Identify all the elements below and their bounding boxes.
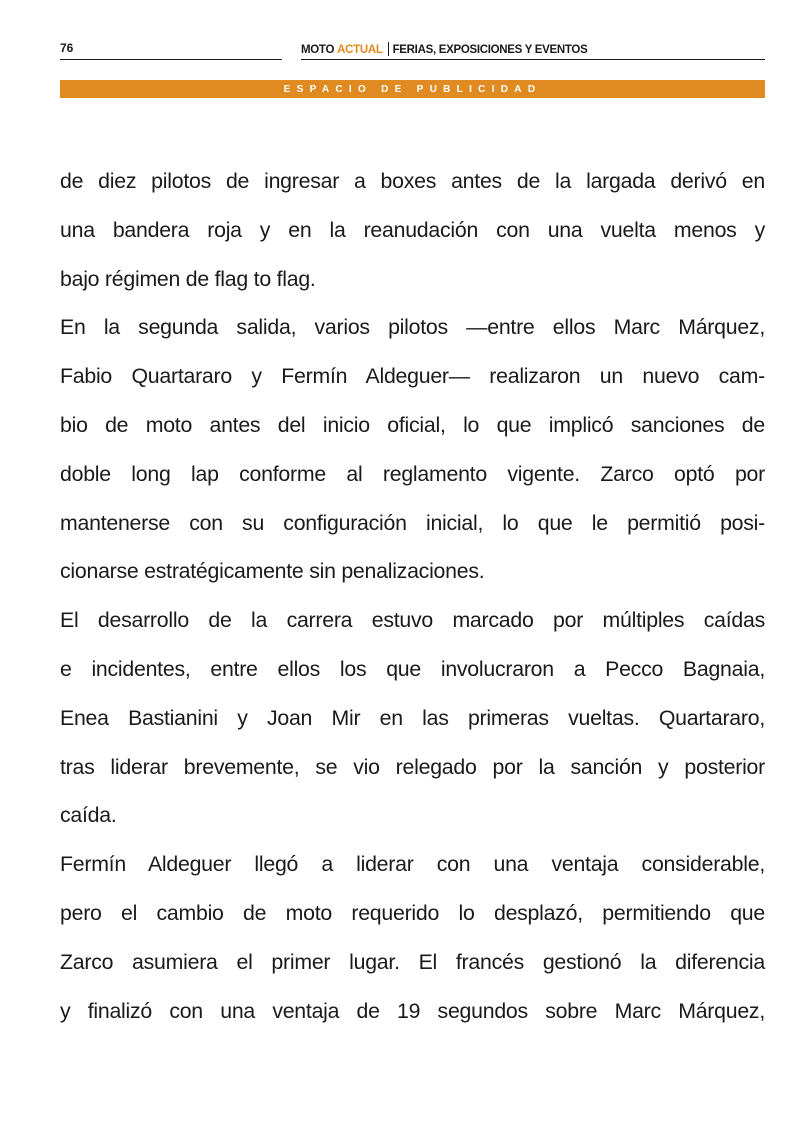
text-line: bajo régimen de flag to flag. bbox=[60, 266, 316, 291]
running-head bbox=[301, 43, 587, 57]
text-line: Enea Bastianini y Joan Mir en las primeras vueltas. Quartararo, bbox=[60, 705, 765, 730]
header-rule-right bbox=[301, 59, 765, 60]
header-separator bbox=[388, 42, 389, 56]
text-line: una bandera roja y en la reanudación con una vuelta menos y bbox=[60, 217, 765, 242]
text-line: de diez pilotos de ingresar a boxes antes de la largada derivó en bbox=[60, 169, 765, 193]
text-line: En la segunda salida, varios pilotos —entre ellos Marc Márquez, bbox=[60, 315, 765, 340]
text-line: Fermín Aldeguer llegó a liderar con una ventaja considerable, bbox=[60, 852, 765, 877]
advertising-banner bbox=[60, 80, 765, 98]
text-line: y finalizó con una ventaja de 19 segundos sobre Marc Márquez, bbox=[60, 998, 765, 1023]
text-line: cionarse estratégicamente sin penalizaciones. bbox=[60, 559, 485, 584]
text-line: tras liderar brevemente, se vio relegado por la sanción y posterior bbox=[60, 754, 765, 779]
article-body bbox=[60, 157, 765, 1035]
magazine-name-actual: ACTUAL bbox=[337, 44, 383, 56]
text-line: bio de moto antes del inicio oficial, lo que implicó sanciones de bbox=[60, 412, 765, 437]
section-title: FERIAS, EXPOSICIONES Y EVENTOS bbox=[392, 44, 588, 56]
page-number: 76 bbox=[60, 41, 74, 55]
header-rule-left bbox=[60, 59, 282, 60]
text-line: caída. bbox=[60, 803, 117, 828]
text-line: doble long lap conforme al reglamento vigente. Zarco optó por bbox=[60, 461, 765, 486]
text-line: mantenerse con su configuración inicial, lo que le permitió posi- bbox=[60, 510, 765, 535]
text-line: El desarrollo de la carrera estuvo marcado por múltiples caídas bbox=[60, 608, 765, 633]
advertising-banner-label: ESPACIO DE PUBLICIDAD bbox=[283, 83, 542, 95]
text-line: Fabio Quartararo y Fermín Aldeguer— realizaron un nuevo cam- bbox=[60, 364, 765, 389]
text-line: e incidentes, entre ellos los que involucraron a Pecco Bagnaia, bbox=[60, 656, 765, 681]
magazine-name-moto: MOTO bbox=[301, 44, 335, 56]
text-line: Zarco asumiera el primer lugar. El francés gestionó la diferencia bbox=[60, 949, 765, 974]
text-line: pero el cambio de moto requerido lo desplazó, permitiendo que bbox=[60, 900, 765, 925]
